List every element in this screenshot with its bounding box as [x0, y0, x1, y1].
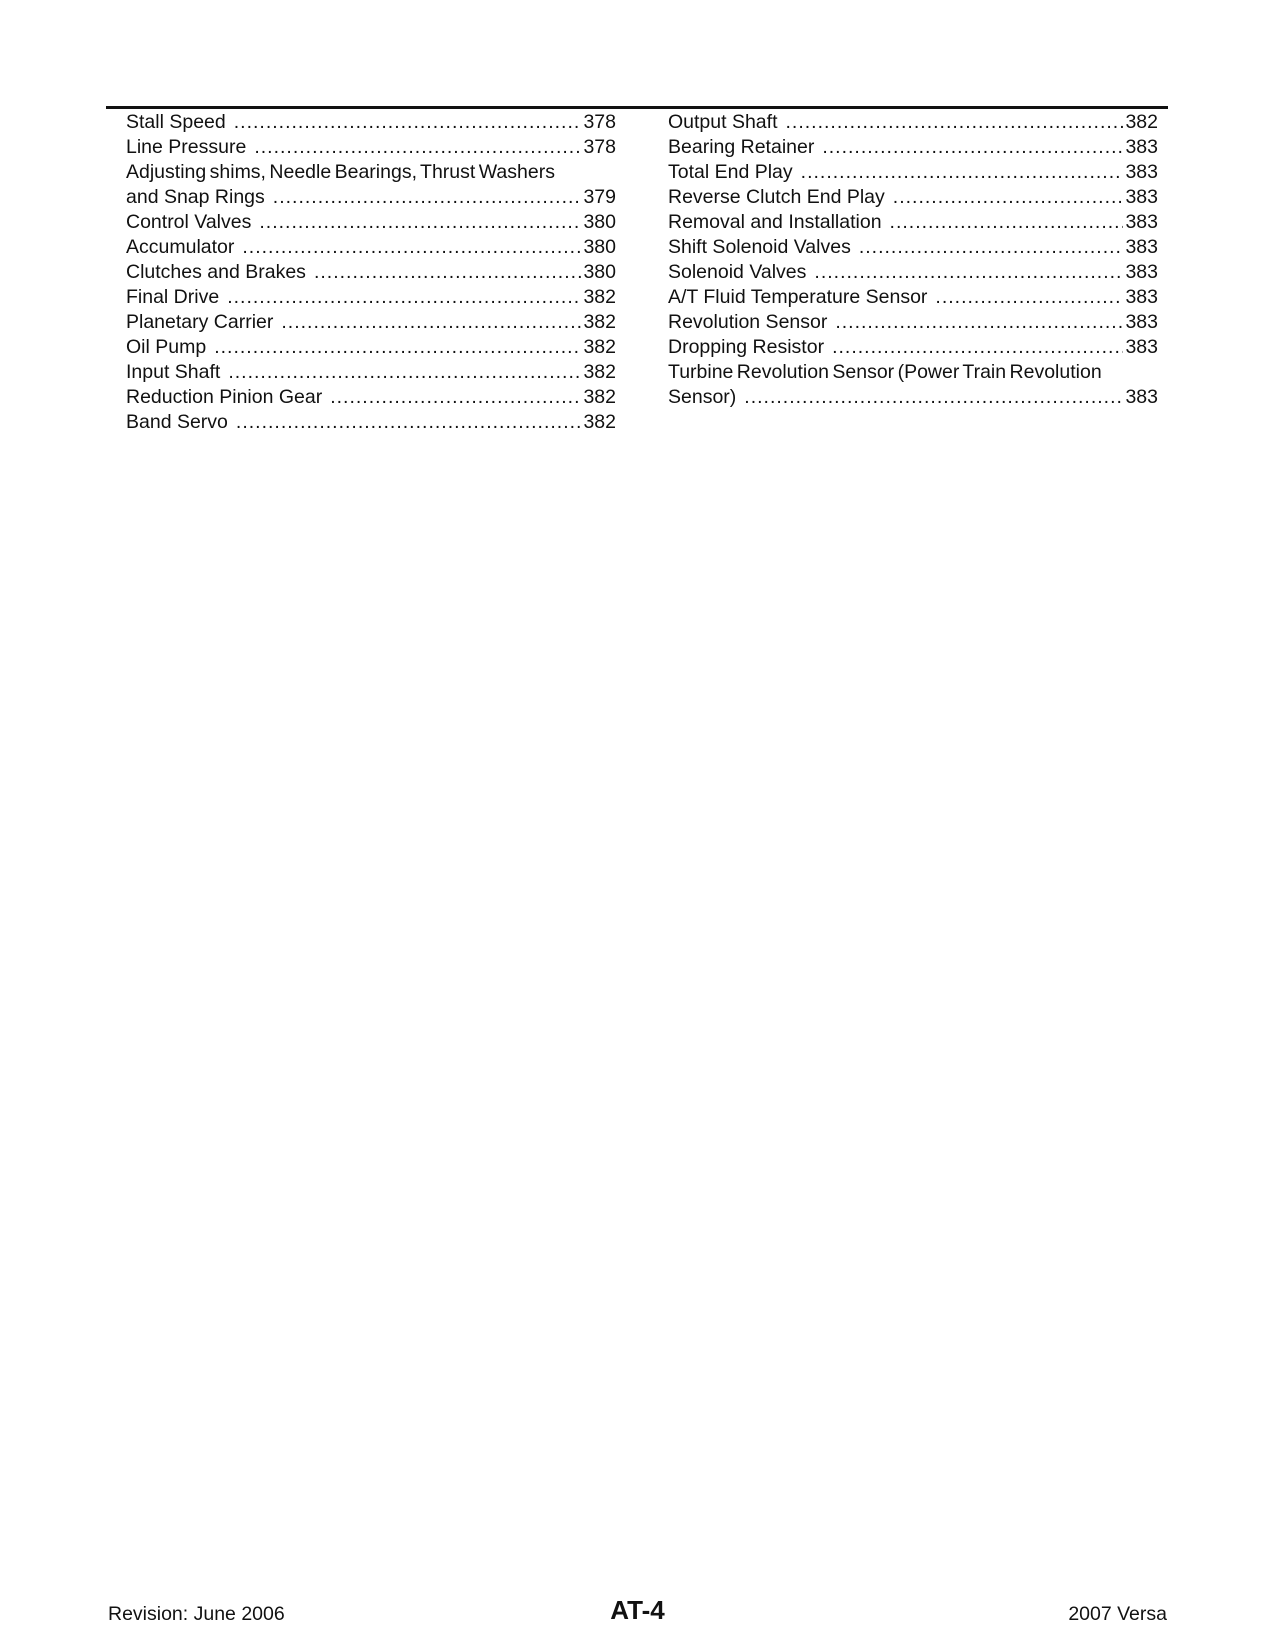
toc-dot-leader	[227, 285, 581, 310]
toc-entry-page: 382	[583, 336, 616, 358]
toc-entry-page: 380	[583, 211, 616, 233]
toc-dot-leader	[236, 410, 582, 435]
toc-entry[interactable]	[126, 335, 616, 360]
toc-entry-title: Reduction Pinion Gear	[126, 386, 323, 408]
toc-dot-leader	[214, 335, 581, 360]
toc-dot-leader	[254, 135, 581, 160]
toc-entry[interactable]	[668, 185, 1158, 210]
toc-dot-leader	[801, 160, 1124, 185]
toc-entry[interactable]	[668, 360, 1158, 385]
toc-entry[interactable]	[126, 135, 616, 160]
toc-entry-page: 383	[1125, 311, 1158, 333]
toc-entry[interactable]	[668, 310, 1158, 335]
toc-entry-title: Stall Speed	[126, 111, 226, 133]
toc-entry-title: Control Valves	[126, 211, 252, 233]
toc-entry[interactable]	[126, 235, 616, 260]
toc-entry-title: Bearing Retainer	[668, 136, 815, 158]
toc-entry[interactable]	[126, 360, 616, 385]
toc-entry[interactable]	[126, 285, 616, 310]
toc-dot-leader	[832, 335, 1123, 360]
toc-entry-page: 383	[1125, 236, 1158, 258]
toc-entry-title: Line Pressure	[126, 136, 247, 158]
toc-dot-leader	[822, 135, 1123, 160]
toc-entry[interactable]	[668, 385, 1158, 410]
footer-model: 2007 Versa	[1068, 1603, 1167, 1625]
toc-entry[interactable]	[668, 135, 1158, 160]
toc-entry[interactable]	[126, 310, 616, 335]
toc-column-right	[668, 110, 1158, 410]
toc-entry[interactable]	[126, 185, 616, 210]
toc-entry-title: and Snap Rings	[126, 186, 265, 208]
toc-entry-page: 382	[1125, 111, 1158, 133]
toc-column-left	[126, 110, 616, 435]
toc-dot-leader	[330, 385, 581, 410]
toc-entry-title: Adjusting shims, Needle Bearings, Thrust Washers	[126, 161, 555, 183]
toc-entry[interactable]	[126, 160, 616, 185]
toc-entry-page: 383	[1125, 386, 1158, 408]
toc-entry-title: Input Shaft	[126, 361, 221, 383]
toc-entry[interactable]	[668, 235, 1158, 260]
toc-dot-leader	[242, 235, 581, 260]
toc-entry[interactable]	[126, 410, 616, 435]
toc-entry-title: Solenoid Valves	[668, 261, 807, 283]
toc-entry-title: Band Servo	[126, 411, 228, 433]
toc-entry[interactable]	[668, 210, 1158, 235]
toc-entry-title: Turbine Revolution Sensor (Power Train Revolution	[668, 361, 1102, 383]
toc-entry-title: Final Drive	[126, 286, 220, 308]
toc-entry-title: Sensor)	[668, 386, 737, 408]
toc-entry-title: Oil Pump	[126, 336, 207, 358]
toc-entry-title: Planetary Carrier	[126, 311, 274, 333]
toc-entry-page: 382	[583, 411, 616, 433]
top-rule	[106, 106, 1168, 109]
toc-entry-title: Removal and Installation	[668, 211, 882, 233]
footer-revision: Revision: June 2006	[108, 1603, 285, 1625]
toc-entry-page: 382	[583, 361, 616, 383]
toc-dot-leader	[890, 210, 1124, 235]
toc-dot-leader	[935, 285, 1123, 310]
toc-entry-page: 378	[583, 111, 616, 133]
toc-entry-title: Shift Solenoid Valves	[668, 236, 851, 258]
toc-entry-page: 383	[1125, 161, 1158, 183]
toc-entry[interactable]	[126, 260, 616, 285]
toc-entry[interactable]	[668, 160, 1158, 185]
toc-dot-leader	[234, 110, 582, 135]
toc-dot-leader	[314, 260, 582, 285]
toc-dot-leader	[893, 185, 1124, 210]
toc-entry[interactable]	[126, 210, 616, 235]
footer-page-label: AT-4	[610, 1595, 665, 1625]
toc-dot-leader	[786, 110, 1124, 135]
toc-entry-title: Revolution Sensor	[668, 311, 828, 333]
toc-entry-page: 378	[583, 136, 616, 158]
toc-entry-page: 383	[1125, 186, 1158, 208]
toc-dot-leader	[228, 360, 581, 385]
toc-entry-page: 382	[583, 286, 616, 308]
toc-dot-leader	[744, 385, 1123, 410]
toc-entry-page: 379	[583, 186, 616, 208]
toc-entry-title: Dropping Resistor	[668, 336, 825, 358]
toc-entry-page: 383	[1125, 261, 1158, 283]
toc-entry-page: 382	[583, 311, 616, 333]
toc-entry-page: 382	[583, 386, 616, 408]
toc-entry-title: Reverse Clutch End Play	[668, 186, 885, 208]
toc-entry-page: 383	[1125, 286, 1158, 308]
toc-dot-leader	[259, 210, 581, 235]
toc-entry-title: A/T Fluid Temperature Sensor	[668, 286, 928, 308]
toc-dot-leader	[814, 260, 1123, 285]
toc-entry-title: Total End Play	[668, 161, 793, 183]
toc-entry-page: 383	[1125, 136, 1158, 158]
toc-entry[interactable]	[126, 385, 616, 410]
toc-entry-page: 383	[1125, 336, 1158, 358]
toc-entry-title: Output Shaft	[668, 111, 778, 133]
toc-dot-leader	[835, 310, 1123, 335]
toc-dot-leader	[859, 235, 1124, 260]
toc-entry-page: 383	[1125, 211, 1158, 233]
toc-entry[interactable]	[126, 110, 616, 135]
toc-entry[interactable]	[668, 260, 1158, 285]
toc-entry-title: Accumulator	[126, 236, 235, 258]
toc-entry-page: 380	[583, 261, 616, 283]
toc-entry-title: Clutches and Brakes	[126, 261, 306, 283]
toc-dot-leader	[273, 185, 582, 210]
toc-dot-leader	[281, 310, 581, 335]
toc-entry[interactable]	[668, 285, 1158, 310]
toc-entry-page: 380	[583, 236, 616, 258]
toc-entry[interactable]	[668, 110, 1158, 135]
toc-entry[interactable]	[668, 335, 1158, 360]
